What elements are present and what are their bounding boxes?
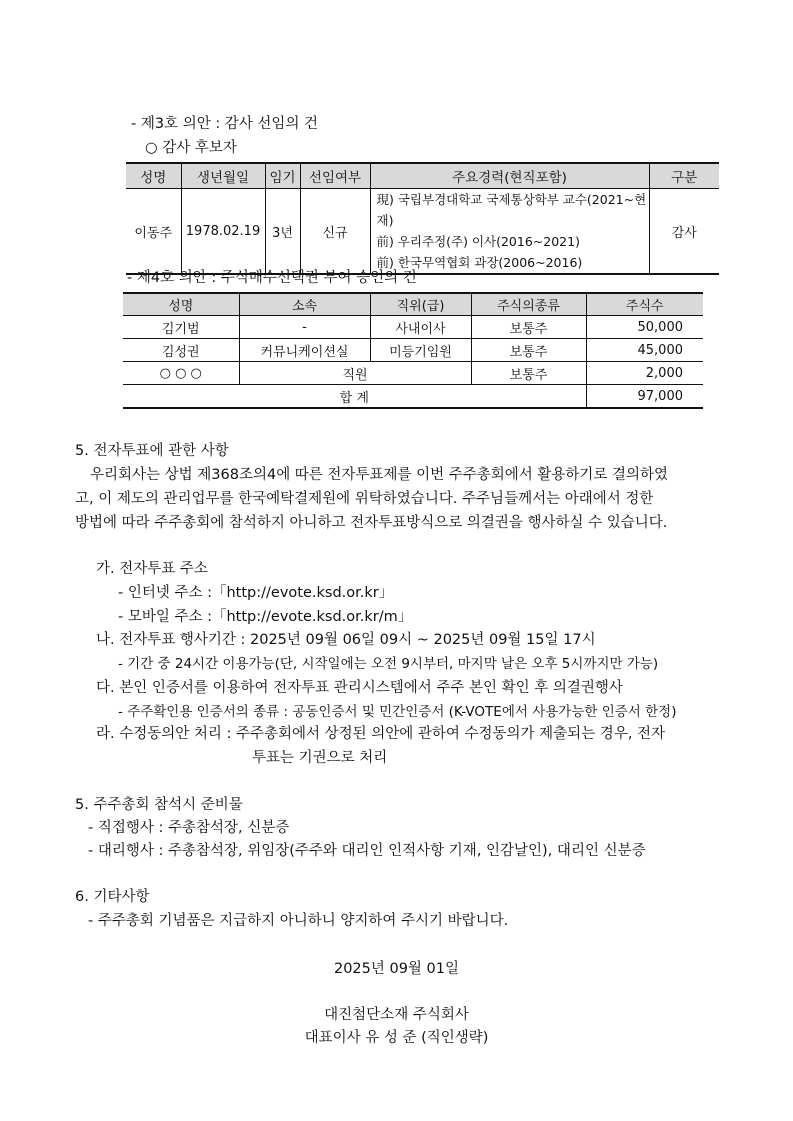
section5-ra: 라. 수정동의안 처리 : 주주총회에서 상정된 의안에 관하여 수정동의가 제출되는 경우, 전자 (96, 726, 666, 742)
section5-ra-cont: 투표는 기권으로 처리 (252, 750, 388, 766)
row-shares: 2,000 (586, 362, 703, 385)
section5-da-detail: - 주주확인용 인증서의 종류 : 공동인증서 및 민간인증서 (K-VOTE에서 사용가능한 인증서 한정) (118, 704, 677, 720)
row-type: 보통주 (471, 316, 586, 339)
header-category: 구분 (649, 163, 719, 189)
candidate-birth: 1978.02.19 (181, 189, 265, 275)
section5-ga-internet: - 인터넷 주소 :「http://evote.ksd.or.kr」 (118, 585, 394, 601)
section5-da: 다. 본인 인증서를 이용하여 전자투표 관리시스템에서 주주 본인 확인 후 의결권행사 (96, 680, 623, 696)
row-position: 미등기임원 (370, 339, 471, 362)
table-row (123, 339, 703, 362)
total-value: 97,000 (586, 385, 703, 409)
table-row (123, 362, 703, 385)
section5-ga-mobile: - 모바일 주소 :「http://evote.ksd.or.kr/m」 (118, 609, 413, 625)
candidate-status: 신규 (300, 189, 370, 275)
candidate-category: 감사 (649, 189, 719, 275)
auditor-candidate-table (126, 162, 719, 275)
header-name: 성명 (126, 163, 181, 189)
header-name: 성명 (123, 293, 239, 316)
section5-ga: 가. 전자투표 주소 (96, 561, 208, 577)
section5-na-detail: - 기간 중 24시간 이용가능(단, 시작일에는 오전 9시부터, 마지막 날은 오후 5시까지만 가능) (118, 656, 659, 672)
section5b-item: - 직접행사 : 주총참석장, 신분증 (88, 820, 290, 836)
row-type: 보통주 (471, 339, 586, 362)
row-position: 사내이사 (370, 316, 471, 339)
section5-na: 나. 전자투표 행사기간 : 2025년 09월 06일 09시 ~ 2025년 09월 15일 17시 (96, 632, 596, 648)
header-term: 임기 (265, 163, 300, 189)
candidate-name: 이동주 (126, 189, 181, 275)
section6-heading: 6. 기타사항 (75, 889, 150, 905)
total-label: 합 계 (123, 385, 586, 409)
career-line: 前) 한국무역협회 과장(2006~2016) (376, 255, 583, 270)
career-line: 前) 우리주정(주) 이사(2016~2021) (376, 234, 580, 249)
row-dept: - (239, 316, 370, 339)
section5b-heading: 5. 주주총회 참석시 준비물 (75, 797, 243, 813)
header-stock-type: 주식의종류 (471, 293, 586, 316)
row-dept-position-merged: 직원 (239, 362, 471, 385)
table-header-row (126, 163, 719, 189)
agenda3-title: - 제3호 의안 : 감사 선임의 건 (131, 116, 319, 132)
section5b-item: - 대리행사 : 주총참석장, 위임장(주주와 대리인 인적사항 기재, 인감날인), 대리인 신분증 (88, 843, 646, 859)
table-row (126, 189, 719, 275)
row-type: 보통주 (471, 362, 586, 385)
company-name: 대진첨단소재 주식회사 (324, 1007, 469, 1023)
header-status: 선임여부 (300, 163, 370, 189)
candidate-career (370, 189, 649, 275)
row-name: 김기범 (123, 316, 239, 339)
stock-option-table (123, 292, 703, 409)
section5-para-line: 고, 이 제도의 관리업무를 한국예탁결제원에 위탁하였습니다. 주주님들께서는 아래에서 정한 (75, 491, 654, 507)
header-birth: 생년월일 (181, 163, 265, 189)
row-dept: 커뮤니케이션실 (239, 339, 370, 362)
header-position: 직위(급) (370, 293, 471, 316)
ceo-signature-line: 대표이사 유 성 준 (직인생략) (304, 1030, 489, 1046)
table-header-row (123, 293, 703, 316)
section5-heading: 5. 전자투표에 관한 사항 (75, 443, 229, 459)
row-shares: 45,000 (586, 339, 703, 362)
section6-item: - 주주총회 기념품은 지급하지 아니하니 양지하여 주시기 바랍니다. (88, 913, 509, 929)
header-dept: 소속 (239, 293, 370, 316)
section5-para-line: 방법에 따라 주주총회에 참석하지 아니하고 전자투표방식으로 의결권을 행사하실 수 있습니다. (75, 515, 668, 531)
header-shares: 주식수 (586, 293, 703, 316)
table-row (123, 316, 703, 339)
row-shares: 50,000 (586, 316, 703, 339)
header-career: 주요경력(현직포함) (370, 163, 649, 189)
table-total-row (123, 385, 703, 409)
career-line: 現) 국립부경대학교 국제통상학부 교수(2021~현재) (376, 192, 647, 228)
row-name: 김성권 (123, 339, 239, 362)
notice-date: 2025년 09월 01일 (333, 961, 460, 977)
candidate-term: 3년 (265, 189, 300, 275)
row-name: ○ ○ ○ (123, 362, 239, 385)
agenda3-subtitle: ○ 감사 후보자 (145, 140, 237, 156)
agenda4-title: - 제4호 의안 : 주식매수선택권 부여 승인의 건 (127, 270, 417, 286)
section5-para-line: 우리회사는 상법 제368조의4에 따른 전자투표제를 이번 주주총회에서 활용하기로 결의하였 (90, 467, 669, 483)
